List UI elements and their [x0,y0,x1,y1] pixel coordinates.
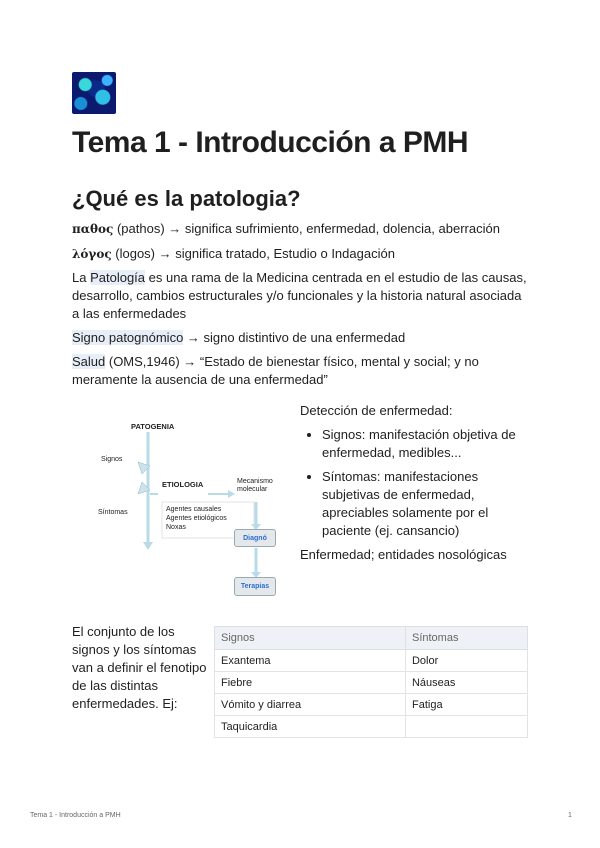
deteccion-heading: Detección de enfermedad: [300,403,453,418]
page-icon-image [72,72,116,114]
agentes-line: Noxas [166,524,186,531]
mecanismo-label: Mecanismo [237,478,273,485]
pathos-definition: παθος (pathos) → significa sufrimiento, enfermedad, dolencia, aberración [72,221,500,236]
agentes-line: Agentes etiológicos [166,515,227,522]
page-title: Tema 1 - Introducción a PMH [72,126,468,159]
logos-definition: λόγος (logos) → significa tratado, Estudio o Indagación [72,246,395,261]
deteccion-list [300,426,530,540]
table-cell: Taquicardia [215,716,406,738]
patogenia-label: PATOGENIA [131,422,175,431]
deteccion-section [300,402,530,564]
footer-title: Tema 1 - Introducción a PMH [30,812,121,819]
greek-term: παθος [72,222,114,236]
table-cell: Vómito y diarrea [215,694,406,716]
sintomas-label: Síntomas [98,509,128,516]
table-cell: Fiebre [215,672,406,694]
salud-definition: Salud (OMS,1946) → “Estado de bienestar físico, mental y social; y no meramente la ausencia de una enfermedad” [72,354,479,387]
list-item: • Signos: manifestación objetiva de enfermedad, medibles... [322,426,530,462]
signo-definition: Signo patognómico → signo distintivo de una enfermedad [72,330,406,345]
section-heading: ¿Qué es la patologia? [72,186,301,211]
table-row [215,694,528,716]
signos-sintomas-table [214,626,528,738]
mecanismo-label: molecular [237,486,268,493]
table-cell: Náuseas [405,672,527,694]
patogenia-diagram [80,410,290,610]
table-row [215,650,528,672]
arrowhead-icon [228,490,235,498]
highlighted-term: Patología [90,270,146,285]
diagnostico-box: Diagnó [234,529,276,547]
column-header: Síntomas [405,627,527,650]
highlighted-term: Signo patognómico [72,330,184,345]
table-row [215,716,528,738]
table-cell [405,716,527,738]
terapias-box: Terapias [234,577,276,596]
enfermedad-line: Enfermedad; entidades nosológicas [300,547,507,562]
conjunto-paragraph: El conjunto de los signos y los síntomas van a definir el fenotipo de las distintas enfermedades. Ej: [72,624,207,711]
agentes-line: Agentes causales [166,506,222,513]
greek-term: λόγος [72,247,112,261]
column-header: Signos [215,627,406,650]
patologia-definition: La Patología es una rama de la Medicina centrada en el estudio de las causas, desarrollo, cambios estructurales y/o funcionales y la historia natural asociada a las enfermedades [72,270,527,321]
table-row [215,672,528,694]
table-cell: Fatiga [405,694,527,716]
signos-label: Signos [101,456,123,463]
highlighted-term: Salud [72,354,106,369]
arrowhead-icon [143,542,153,550]
page-number: 1 [568,812,572,819]
etiologia-label: ETIOLOGIA [162,480,204,489]
table-header-row [215,627,528,650]
table-cell: Dolor [405,650,527,672]
table-cell: Exantema [215,650,406,672]
list-item: • Síntomas: manifestaciones subjetivas de enfermedad, apreciables solamente por el paciente (ej. cansancio) [322,468,530,540]
